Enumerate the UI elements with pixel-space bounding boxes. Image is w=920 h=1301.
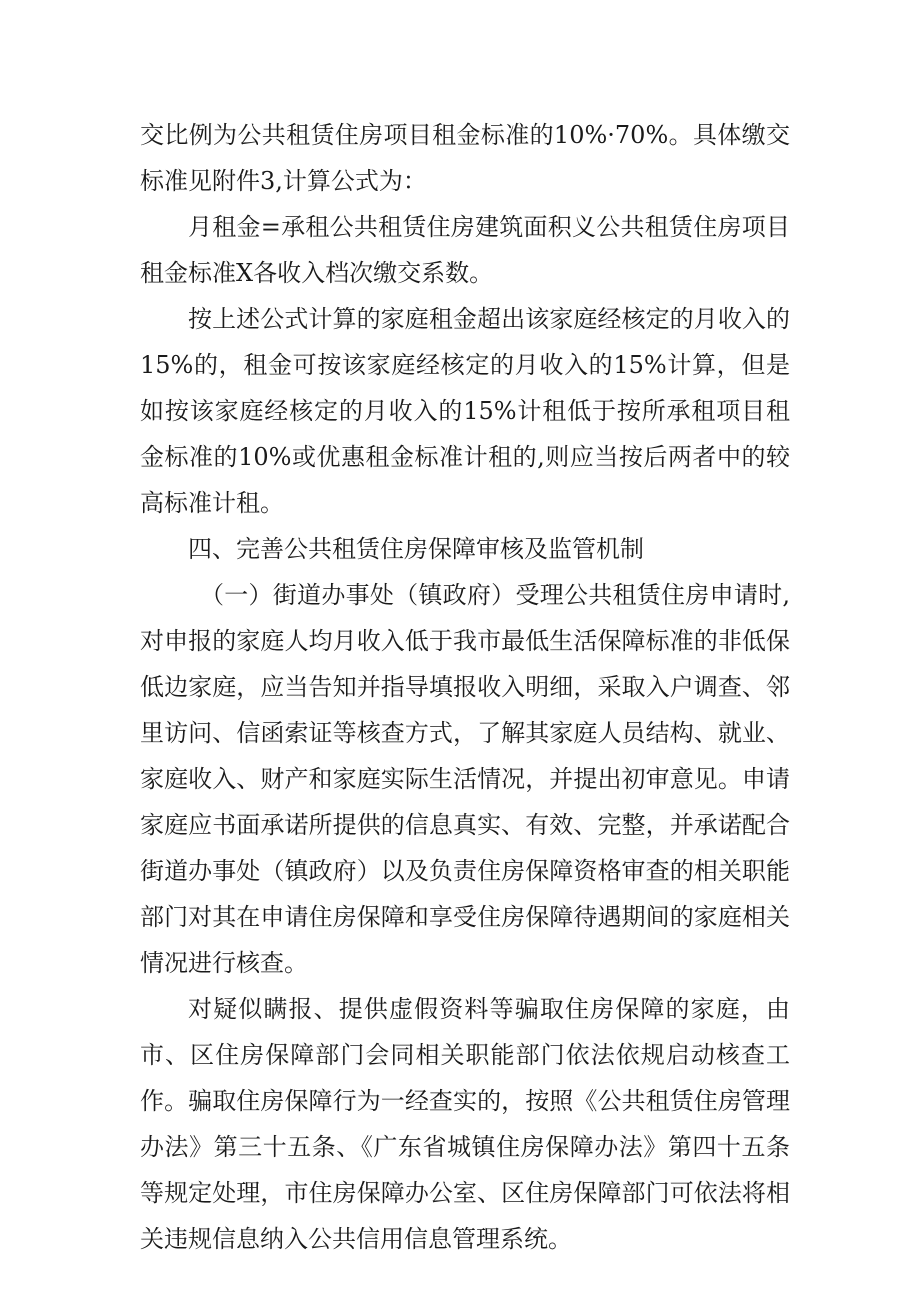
paragraph-rent-ratio: 交比例为公共租赁住房项目租金标准的10%·70%。具体缴交标准见附件3,计算公式为： bbox=[140, 121, 790, 195]
paragraph-application-review: （一）街道办事处（镇政府）受理公共租赁住房申请时,对申报的家庭人均月收入低于我市最低生活保障标准的非低保低边家庭，应当告知并指导填报收入明细，采取入户调查、邻里访问、信函索证等核查方式，了解其家庭人员结构、就业、家庭收入、财产和家庭实际生活情况，并提出初审意见。申请家庭应书面承诺所提供的信息真实、有效、完整，并承诺配合街道办事处（镇政府）以及负责住房保障资格审查的相关职能部门对其在申请住房保障和享受住房保障待遇期间的家庭相关情况进行核查。 bbox=[140, 581, 790, 977]
paragraph-rent-cap: 按上述公式计算的家庭租金超出该家庭经核定的月收入的15%的，租金可按该家庭经核定的月收入的15%计算，但是如按该家庭经核定的月收入的15%计租低于按所承租项目租金标准的10%或优惠租金标准计租的,则应当按后两者中的较高标准计租。 bbox=[140, 305, 790, 517]
paragraph-rent-formula: 月租金=承租公共租赁住房建筑面积义公共租赁住房项目租金标准X各收入档次缴交系数。 bbox=[140, 213, 790, 287]
section-heading-review-supervision: 四、完善公共租赁住房保障审核及监管机制 bbox=[188, 535, 644, 563]
paragraph-fraud-handling: 对疑似瞒报、提供虚假资料等骗取住房保障的家庭，由市、区住房保障部门会同相关职能部门依法依规启动核查工作。骗取住房保障行为一经查实的，按照《公共租赁住房管理办法》第三十五条、《广东省城镇住房保障办法》第四十五条等规定处理，市住房保障办公室、区住房保障部门可依法将相关违规信息纳入公共信用信息管理系统。 bbox=[140, 995, 790, 1253]
document-body bbox=[140, 112, 790, 1262]
